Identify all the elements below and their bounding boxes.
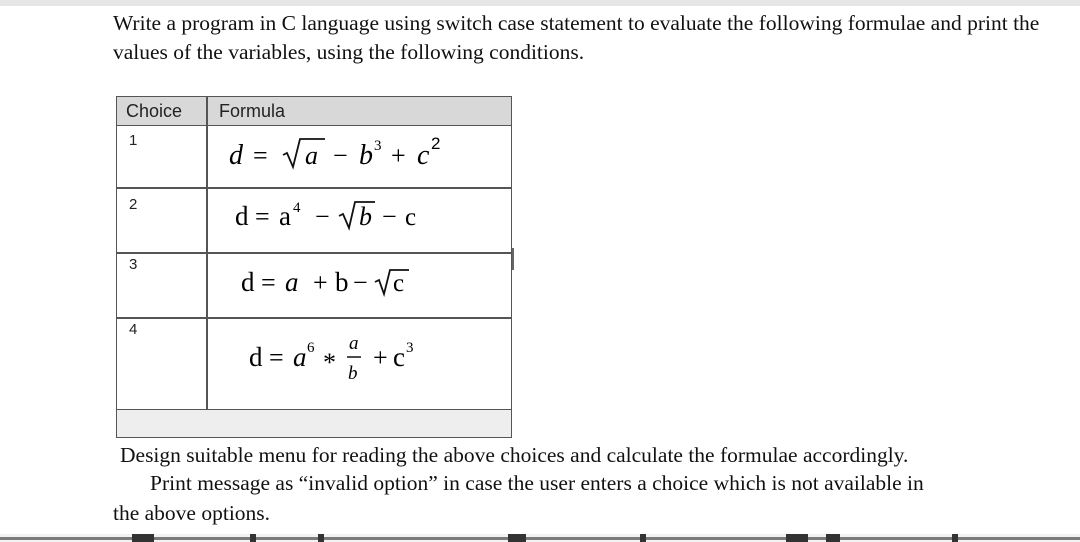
formula-1-render — [229, 133, 489, 177]
svg-text:a: a — [305, 141, 318, 170]
svg-text:d: d — [241, 267, 255, 297]
problem-statement: Write a program in C language using switch case statement to evaluate the following formulae and print the values of the variables, using the following conditions. — [113, 11, 1040, 64]
cutoff-text-fragment — [826, 534, 840, 542]
svg-text:+: + — [373, 343, 388, 372]
choice-4: 4 — [129, 321, 138, 338]
choice-header: Choice — [126, 101, 183, 121]
svg-text:=: = — [253, 141, 268, 170]
svg-text:c: c — [405, 204, 417, 231]
svg-text:+: + — [391, 141, 406, 170]
row-divider — [117, 317, 511, 319]
svg-text:−: − — [333, 141, 348, 170]
svg-text:−: − — [353, 268, 368, 297]
svg-text:a: a — [293, 342, 307, 372]
svg-text:−: − — [315, 202, 330, 231]
choice-1: 1 — [129, 132, 138, 149]
svg-text:a: a — [349, 333, 359, 354]
choice-2: 2 — [129, 196, 138, 213]
svg-text:d: d — [249, 342, 263, 372]
formula-1 — [229, 133, 489, 184]
invalid-option-instruction: Print message as “invalid option” in case the user enters a choice which is not available in — [150, 471, 924, 495]
formula-4 — [249, 329, 479, 396]
row-divider — [117, 187, 511, 189]
svg-text:b: b — [335, 267, 349, 297]
svg-text:d: d — [229, 140, 243, 171]
design-instruction: Design suitable menu for reading the above choices and calculate the formulae accordingly. — [120, 443, 909, 467]
formula-2 — [235, 195, 485, 246]
formula-3 — [241, 261, 481, 312]
cutoff-text-fragment — [952, 534, 958, 542]
svg-text:b: b — [359, 202, 372, 231]
table-header-row — [117, 97, 511, 126]
cutoff-text-fragment — [786, 534, 808, 542]
table-edge-mark — [512, 248, 514, 270]
svg-text:−: − — [382, 202, 397, 231]
cutoff-text-fragment — [132, 534, 154, 542]
cutoff-text-fragment — [318, 534, 324, 542]
svg-text:d: d — [235, 201, 249, 231]
svg-text:4: 4 — [293, 200, 301, 216]
svg-text:=: = — [261, 268, 276, 297]
formula-3-render — [241, 261, 481, 305]
svg-text:3: 3 — [374, 138, 382, 154]
svg-text:3: 3 — [406, 340, 414, 356]
svg-text:*: * — [323, 348, 336, 377]
formula-2-render — [235, 195, 485, 239]
svg-text:b: b — [348, 363, 358, 384]
cutoff-text-fragment — [640, 534, 646, 542]
svg-text:2: 2 — [431, 134, 441, 153]
svg-text:c: c — [417, 140, 430, 171]
formula-4-render — [249, 329, 479, 389]
svg-text:c: c — [393, 270, 405, 297]
svg-text:=: = — [269, 343, 284, 372]
svg-text:+: + — [313, 268, 328, 297]
top-edge-strip — [0, 0, 1080, 6]
cutoff-text-fragment — [250, 534, 256, 542]
cutoff-text-fragment — [508, 534, 526, 542]
instruction-tail: the above options. — [113, 501, 271, 525]
svg-text:b: b — [359, 140, 373, 171]
svg-text:=: = — [255, 202, 270, 231]
formula-header: Formula — [219, 101, 286, 121]
svg-text:c: c — [393, 342, 405, 372]
formula-table — [116, 96, 512, 438]
svg-text:6: 6 — [307, 340, 315, 356]
svg-text:a: a — [279, 201, 291, 231]
row-divider — [117, 252, 511, 254]
svg-text:a: a — [285, 267, 299, 297]
bottom-edge-line — [0, 537, 1080, 540]
empty-row — [117, 410, 511, 437]
choice-3: 3 — [129, 256, 138, 273]
column-divider — [206, 97, 208, 437]
